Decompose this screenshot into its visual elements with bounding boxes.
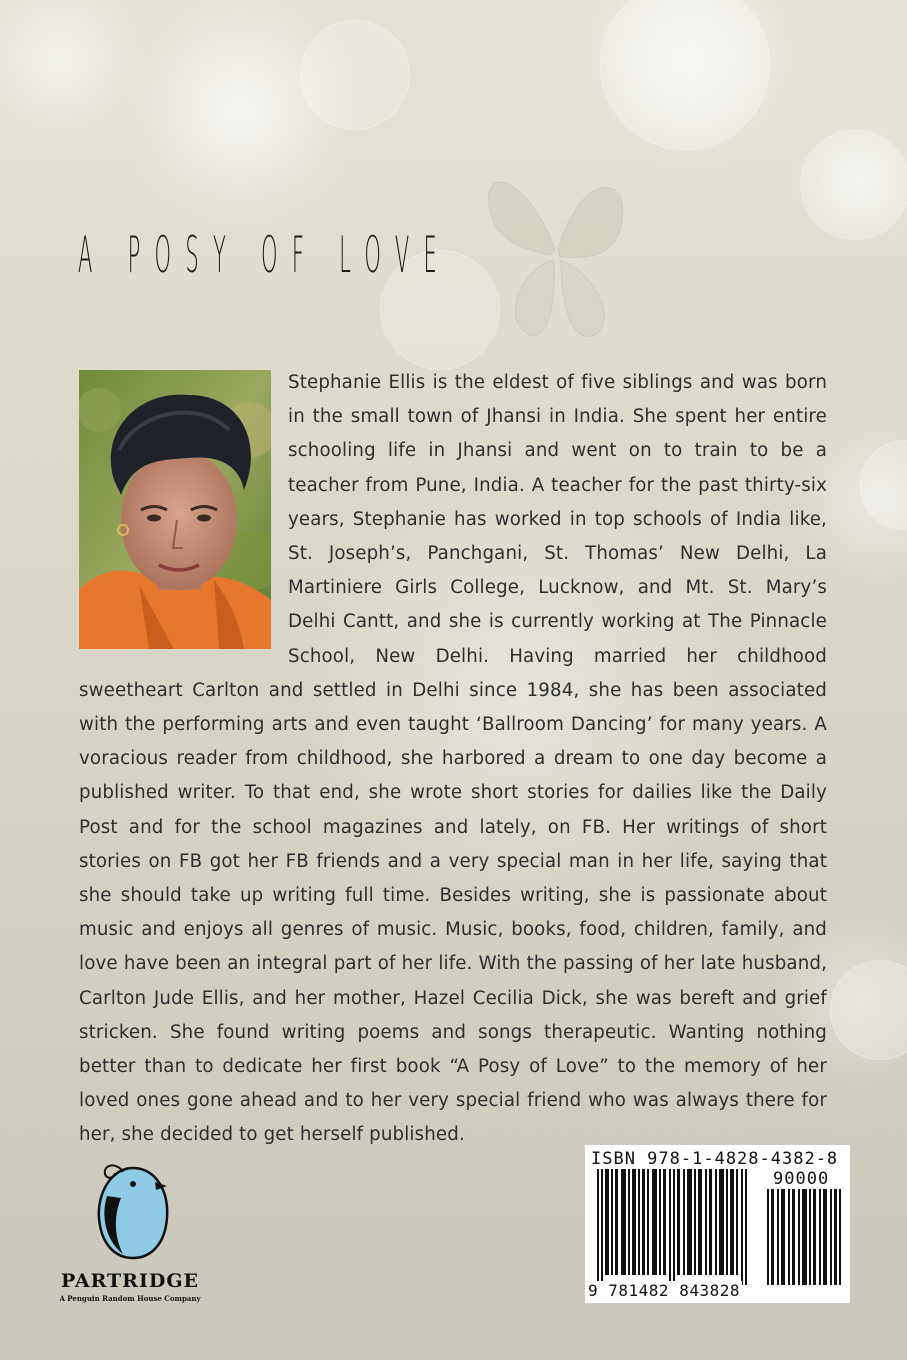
publisher-tagline: A Penguin Random House Company [59,1294,201,1303]
bokeh-decoration [830,960,907,1060]
butterfly-decoration [470,140,640,360]
addon-bars [767,1189,841,1285]
isbn-label: ISBN 978-1-4828-4382-8 [591,1149,839,1169]
publisher-name: PARTRIDGE [60,1270,200,1292]
ean-number: 9 781482 843828 [588,1281,740,1300]
bokeh-decoration [800,130,907,240]
bokeh-decoration [600,0,770,150]
publisher-logo [55,1160,205,1310]
partridge-bird-icon [93,1160,173,1262]
bokeh-decoration [860,440,907,530]
ean-bars [597,1169,747,1285]
book-title: A POSY OF LOVE [78,226,452,284]
photo-spacer [79,366,288,648]
author-bio [79,366,827,1153]
isbn-barcode [585,1145,850,1303]
author-bio-text: Stephanie Ellis is the eldest of five siblings and was born in the small town of Jhansi in India. She spent her entire schooling life in Jhansi and went on to train to be a teacher from Pune, India. A teacher for the past thirty-six years, Stephanie has worked in top schools of India like, St. Joseph’s, Panchgani, St. Thomas’ New Delhi, La Martiniere Girls College, Lucknow, and Mt. St. Mary’s Delhi Cantt, and she is currently working at The Pinnacle School, New Delhi. Having married her childhood sweetheart Carlton and settled in Delhi since 1984, she has been associated with the performing arts and even taught ‘Ballroom Dancing’ for many years. A voracious reader from childhood, she harbored a dream to one day become a published writer. To that end, she wrote short stories for dailies like the Daily Post and for the school magazines and lately, on FB. Her writings of short stories on FB got her FB friends and a very special man in her life, saying that she should take up writing full time. Besides writing, she is passionate about music and enjoys all genres of music. Music, books, food, children, family, and love have been an integral part of her life. With the passing of her late husband, Carlton Jude Ellis, and her mother, Hazel Cecilia Dick, she was bereft and grief stricken. She found writing poems and songs therapeutic. Wanting nothing better than to dedicate her first book “A Posy of Love” to the memory of her loved ones gone ahead and to her very special friend who was always there for her, she decided to get herself published. [79,372,827,1146]
price-addon: 90000 [773,1169,830,1189]
bokeh-decoration [300,20,410,130]
